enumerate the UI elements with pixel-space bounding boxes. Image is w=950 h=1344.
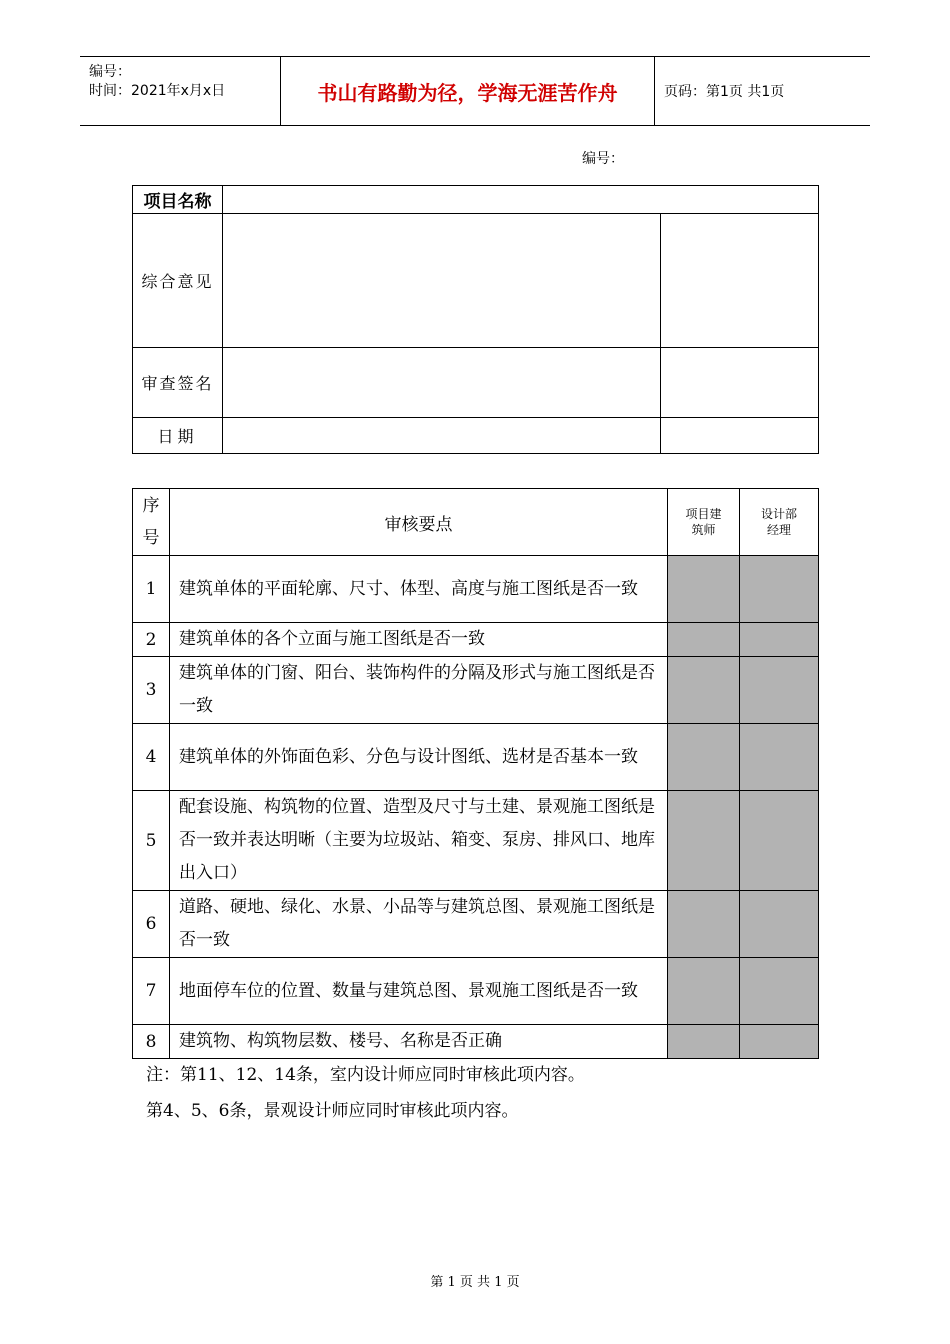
row-text: 配套设施、构筑物的位置、造型及尺寸与土建、景观施工图纸是否一致并表达明晰（主要为垃圾站、箱变、泵房、排风口、地库出入口） — [170, 791, 668, 891]
manager-check-cell[interactable] — [740, 657, 819, 724]
header-motto: 书山有路勤为径，学海无涯苦作舟 — [281, 57, 655, 125]
header-architect — [668, 489, 740, 556]
architect-check-cell[interactable] — [668, 556, 740, 623]
manager-check-cell[interactable] — [740, 891, 819, 958]
manager-check-cell[interactable] — [740, 958, 819, 1025]
architect-check-cell[interactable] — [668, 891, 740, 958]
header-meta — [80, 57, 281, 125]
signature-extra[interactable] — [661, 348, 819, 418]
row-text: 建筑物、构筑物层数、楼号、名称是否正确 — [170, 1025, 668, 1059]
architect-check-cell[interactable] — [668, 724, 740, 791]
row-number: 8 — [133, 1025, 170, 1059]
opinion-extra[interactable] — [661, 214, 819, 348]
date-value[interactable] — [223, 418, 661, 454]
manager-check-cell[interactable] — [740, 1025, 819, 1059]
manager-check-cell[interactable] — [740, 791, 819, 891]
project-name-label: 项目名称 — [133, 186, 223, 214]
row-number: 3 — [133, 657, 170, 724]
row-number: 6 — [133, 891, 170, 958]
architect-check-cell[interactable] — [668, 657, 740, 724]
architect-check-cell[interactable] — [668, 623, 740, 657]
date-extra[interactable] — [661, 418, 819, 454]
header-seq — [133, 489, 170, 556]
table-row — [133, 623, 819, 657]
manager-check-cell[interactable] — [740, 623, 819, 657]
table-row — [133, 791, 819, 891]
header-points: 审核要点 — [170, 489, 668, 556]
header-manager — [740, 489, 819, 556]
architect-check-cell[interactable] — [668, 791, 740, 891]
signature-value[interactable] — [223, 348, 661, 418]
row-text: 地面停车位的位置、数量与建筑总图、景观施工图纸是否一致 — [170, 958, 668, 1025]
row-number: 7 — [133, 958, 170, 1025]
note-line-2: 第4、5、6条，景观设计师应同时审核此项内容。 — [146, 1101, 519, 1121]
note-line-1: 注：第11、12、14条，室内设计师应同时审核此项内容。 — [146, 1065, 585, 1085]
header-seq-text: 序号 — [142, 496, 160, 548]
page-footer: 第 1 页 共 1 页 — [430, 1275, 520, 1290]
header-number-label: 编号： — [89, 64, 131, 80]
architect-check-cell[interactable] — [668, 1025, 740, 1059]
check-points-table — [132, 488, 819, 1059]
row-text: 道路、硬地、绿化、水景、小品等与建筑总图、景观施工图纸是否一致 — [170, 891, 668, 958]
row-number: 5 — [133, 791, 170, 891]
row-number: 1 — [133, 556, 170, 623]
header-architect-text: 项目建筑师 — [685, 507, 722, 537]
header-page-label: 页码：第1页 共1页 — [664, 84, 785, 100]
row-text: 建筑单体的平面轮廓、尺寸、体型、高度与施工图纸是否一致 — [170, 556, 668, 623]
manager-check-cell[interactable] — [740, 724, 819, 791]
manager-check-cell[interactable] — [740, 556, 819, 623]
review-info-table — [132, 185, 819, 454]
date-label: 日期 — [133, 418, 223, 454]
signature-label: 审查签名 — [133, 348, 223, 418]
architect-check-cell[interactable] — [668, 958, 740, 1025]
page-header — [80, 56, 870, 126]
row-text: 建筑单体的门窗、阳台、装饰构件的分隔及形式与施工图纸是否一致 — [170, 657, 668, 724]
table-row — [133, 556, 819, 623]
table-row — [133, 724, 819, 791]
row-text: 建筑单体的外饰面色彩、分色与设计图纸、选材是否基本一致 — [170, 724, 668, 791]
table-row — [133, 657, 819, 724]
header-time-label: 时间：2021年x月x日 — [89, 83, 226, 99]
row-number: 4 — [133, 724, 170, 791]
project-name-value[interactable] — [223, 186, 819, 214]
header-manager-text: 设计部经理 — [760, 507, 797, 537]
opinion-label: 综合意见 — [133, 214, 223, 348]
row-text: 建筑单体的各个立面与施工图纸是否一致 — [170, 623, 668, 657]
table-row — [133, 958, 819, 1025]
document-number-label: 编号： — [582, 151, 624, 167]
row-number: 2 — [133, 623, 170, 657]
table-row — [133, 891, 819, 958]
table-row — [133, 1025, 819, 1059]
opinion-value[interactable] — [223, 214, 661, 348]
